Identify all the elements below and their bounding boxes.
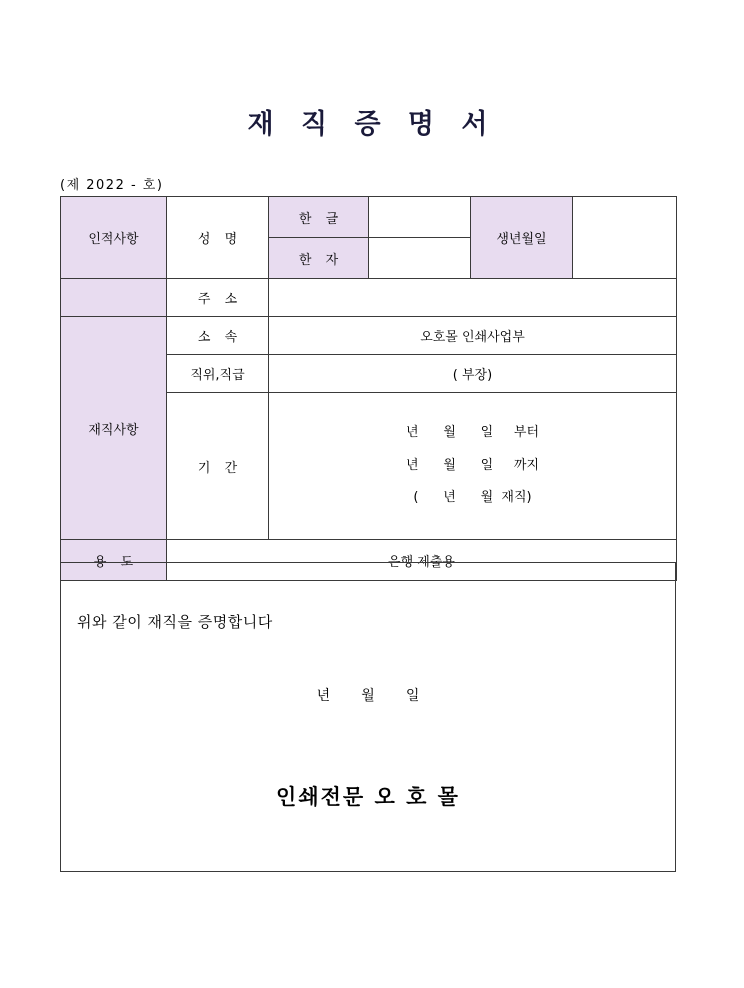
purpose-label: 용 도 [61, 540, 167, 581]
employment-section-label: 재직사항 [61, 317, 167, 540]
table-row [61, 279, 677, 317]
position-value[interactable]: ( 부장) [269, 355, 677, 393]
address-label: 주 소 [167, 279, 269, 317]
purpose-value[interactable]: 은행 제출용 [167, 540, 677, 581]
page-title: 재 직 증 명 서 [247, 109, 497, 140]
department-value[interactable]: 오호몰 인쇄사업부 [269, 317, 677, 355]
hangul-label: 한 글 [269, 197, 369, 238]
company-name: 인쇄전문 오 호 몰 [276, 785, 460, 809]
statement-date[interactable]: 년 월 일 [316, 688, 420, 704]
address-value[interactable] [269, 279, 677, 317]
period-line-from: 년 월 일 부터 [405, 425, 540, 441]
department-label: 소 속 [167, 317, 269, 355]
document-number: (제 2022 - 호) [60, 178, 164, 193]
period-line-to: 년 월 일 까지 [405, 457, 540, 473]
certificate-table [60, 196, 677, 581]
personal-section-label-spacer [61, 279, 167, 317]
statement-text: 위와 같이 재직을 증명합니다 [77, 613, 273, 631]
period-line-total: ( 년 월 재직) [413, 490, 532, 506]
period-value[interactable] [269, 393, 677, 540]
statement-box [60, 562, 676, 872]
birthdate-value[interactable] [573, 197, 677, 279]
hanja-label: 한 자 [269, 238, 369, 279]
hangul-value[interactable] [369, 197, 471, 238]
period-label: 기 간 [167, 393, 269, 540]
hanja-value[interactable] [369, 238, 471, 279]
name-label: 성 명 [167, 197, 269, 279]
table-row [61, 197, 677, 238]
personal-section-label: 인적사항 [61, 197, 167, 279]
position-label: 직위,직급 [167, 355, 269, 393]
birthdate-label: 생년월일 [471, 197, 573, 279]
table-row [61, 317, 677, 355]
